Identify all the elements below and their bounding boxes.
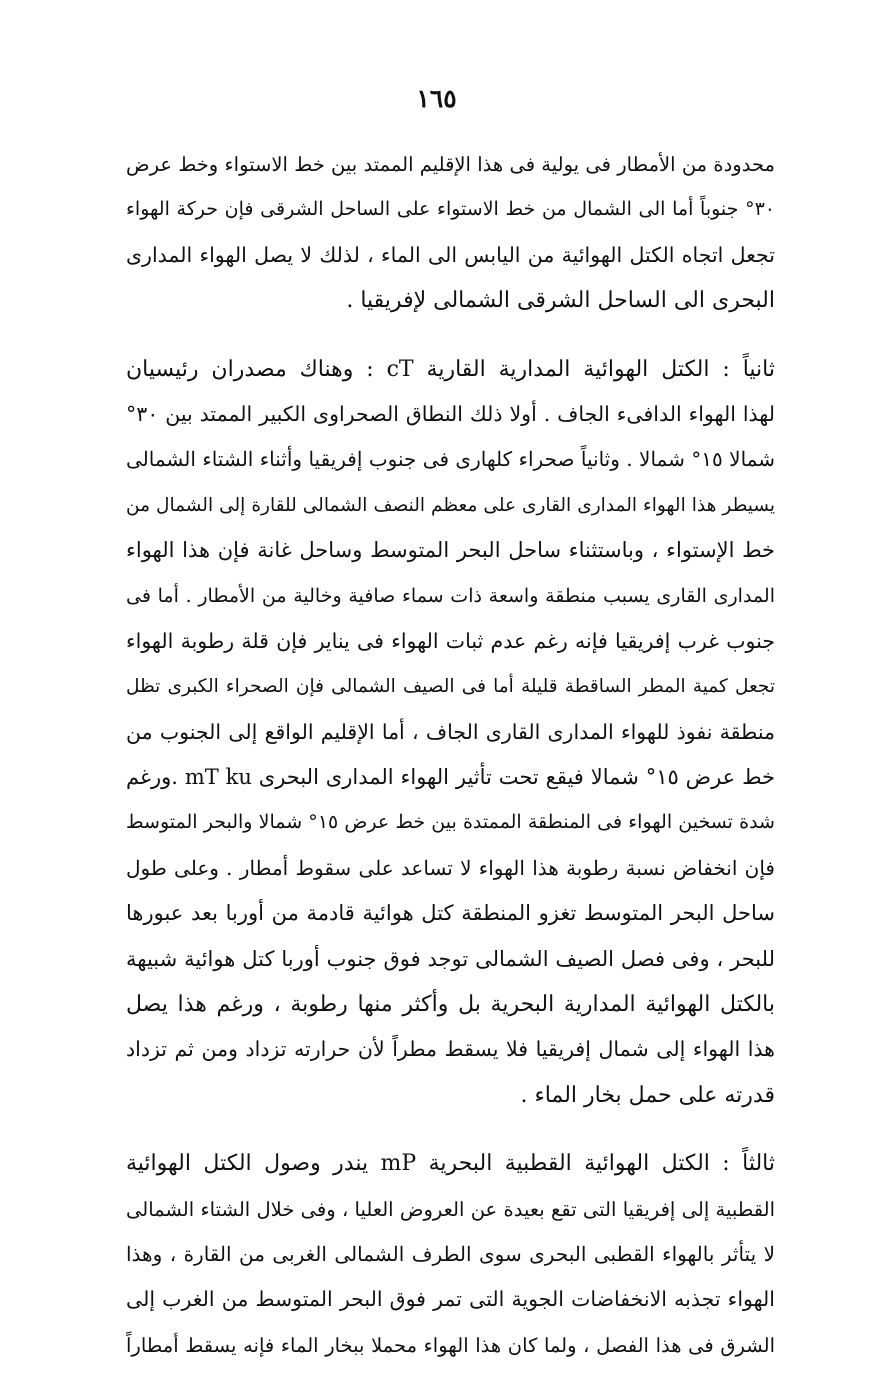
text-line: يسيطر هذا الهواء المدارى القارى على معظم النصف الشمالى للقارة إلى الشمال من — [126, 494, 775, 516]
text-line: محدودة من الأمطار فى يولية فى هذا الإقليم الممتد بين خط الاستواء وخط عرض — [126, 153, 775, 176]
text-line: للبحر ، وفى فصل الصيف الشمالى توجد فوق جنوب أوربا كتل هوائية شبيهة — [126, 946, 775, 971]
text-line: تجعل اتجاه الكتل الهوائية من اليابس الى الماء ، لذلك لا يصل الهواء المدارى — [126, 242, 775, 267]
text-line: بالكتل الهوائية المدارية البحرية بل وأكثر منها رطوبة ، ورغم هذا يصل — [126, 992, 775, 1018]
text-line: القطبية إلى إفريقيا التى تقع بعيدة عن العروض العليا ، وفى خلال الشتاء الشمالى — [126, 1197, 775, 1221]
text-line: لهذا الهواء الدافىء الجاف . أولا ذلك النطاق الصحراوى الكبير الممتد بين ٣٠° — [126, 401, 775, 426]
text-line: هذا الهواء إلى شمال إفريقيا فلا يسقط مطراً لأن حرارته تزداد ومن ثم تزداد — [126, 1037, 775, 1062]
text-line: تجعل كمية المطر الساقطة قليلة أما فى الصيف الشمالى فإن الصحراء الكبرى تظل — [126, 676, 775, 698]
text-line: خط الإستواء ، وباستثناء ساحل البحر المتوسط وساحل غانة فإن هذا الهواء — [126, 538, 775, 563]
text-line: جنوب غرب إفريقيا فإنه رغم عدم ثبات الهواء فى يناير فإن قلة رطوبة الهواء — [126, 628, 775, 653]
text-line: خط عرض ١٥° شمالا فيقع تحت تأثير الهواء المدارى البحرى mT ku .ورغم — [126, 765, 775, 790]
text-line: ساحل البحر المتوسط تغزو المنطقة كتل هوائية قادمة من أوربا بعد عبورها — [126, 901, 775, 926]
body-text — [126, 142, 775, 1368]
text-line: المدارى القارى يسبب منطقة واسعة ذات سماء صافية وخالية من الأمطار . أما فى — [126, 584, 775, 607]
text-line: البحرى الى الساحل الشرقى الشمالى لإفريقيا . — [346, 288, 775, 314]
paragraph-heading-line: ثانياً : الكتل الهوائية المدارية القارية cT : وهناك مصدران رئيسيان — [126, 356, 775, 382]
paragraph — [126, 347, 775, 1119]
paragraph — [126, 142, 775, 324]
text-line: الشرق فى هذا الفصل ، ولما كان هذا الهواء محملا ببخار الماء فإنه يسقط أمطاراً — [126, 1333, 775, 1357]
text-line: ٣٠° جنوباً أما الى الشمال من خط الاستواء على الساحل الشرقى فإن حركة الهواء — [126, 198, 775, 221]
paragraph — [126, 1141, 775, 1368]
text-line: لا يتأثر بالهواء القطبى البحرى سوى الطرف الشمالى الغربى من القارة ، وهذا — [126, 1241, 775, 1266]
text-line: شدة تسخين الهواء فى المنطقة الممتدة بين خط عرض ١٥° شمالا والبحر المتوسط — [126, 811, 775, 834]
text-line: منطقة نفوذ للهواء المدارى القارى الجاف ، أما الإقليم الواقع إلى الجنوب من — [126, 719, 775, 744]
text-line: شمالا ١٥° شمالا . وثانياً صحراء كلهارى فى جنوب إفريقيا وأثناء الشتاء الشمالى — [126, 447, 775, 472]
page-number: ١٦٥ — [416, 84, 457, 113]
text-line: قدرته على حمل بخار الماء . — [520, 1082, 775, 1108]
paragraph-heading-line: ثالثاً : الكتل الهوائية القطبية البحرية mP يندر وصول الكتل الهوائية — [126, 1151, 775, 1177]
text-line: الهواء تجذبه الانخفاضات الجوية التى تمر فوق البحر المتوسط من الغرب إلى — [126, 1287, 775, 1312]
text-line: فإن انخفاض نسبة رطوبة هذا الهواء لا تساعد على سقوط أمطار . وعلى طول — [126, 855, 775, 880]
